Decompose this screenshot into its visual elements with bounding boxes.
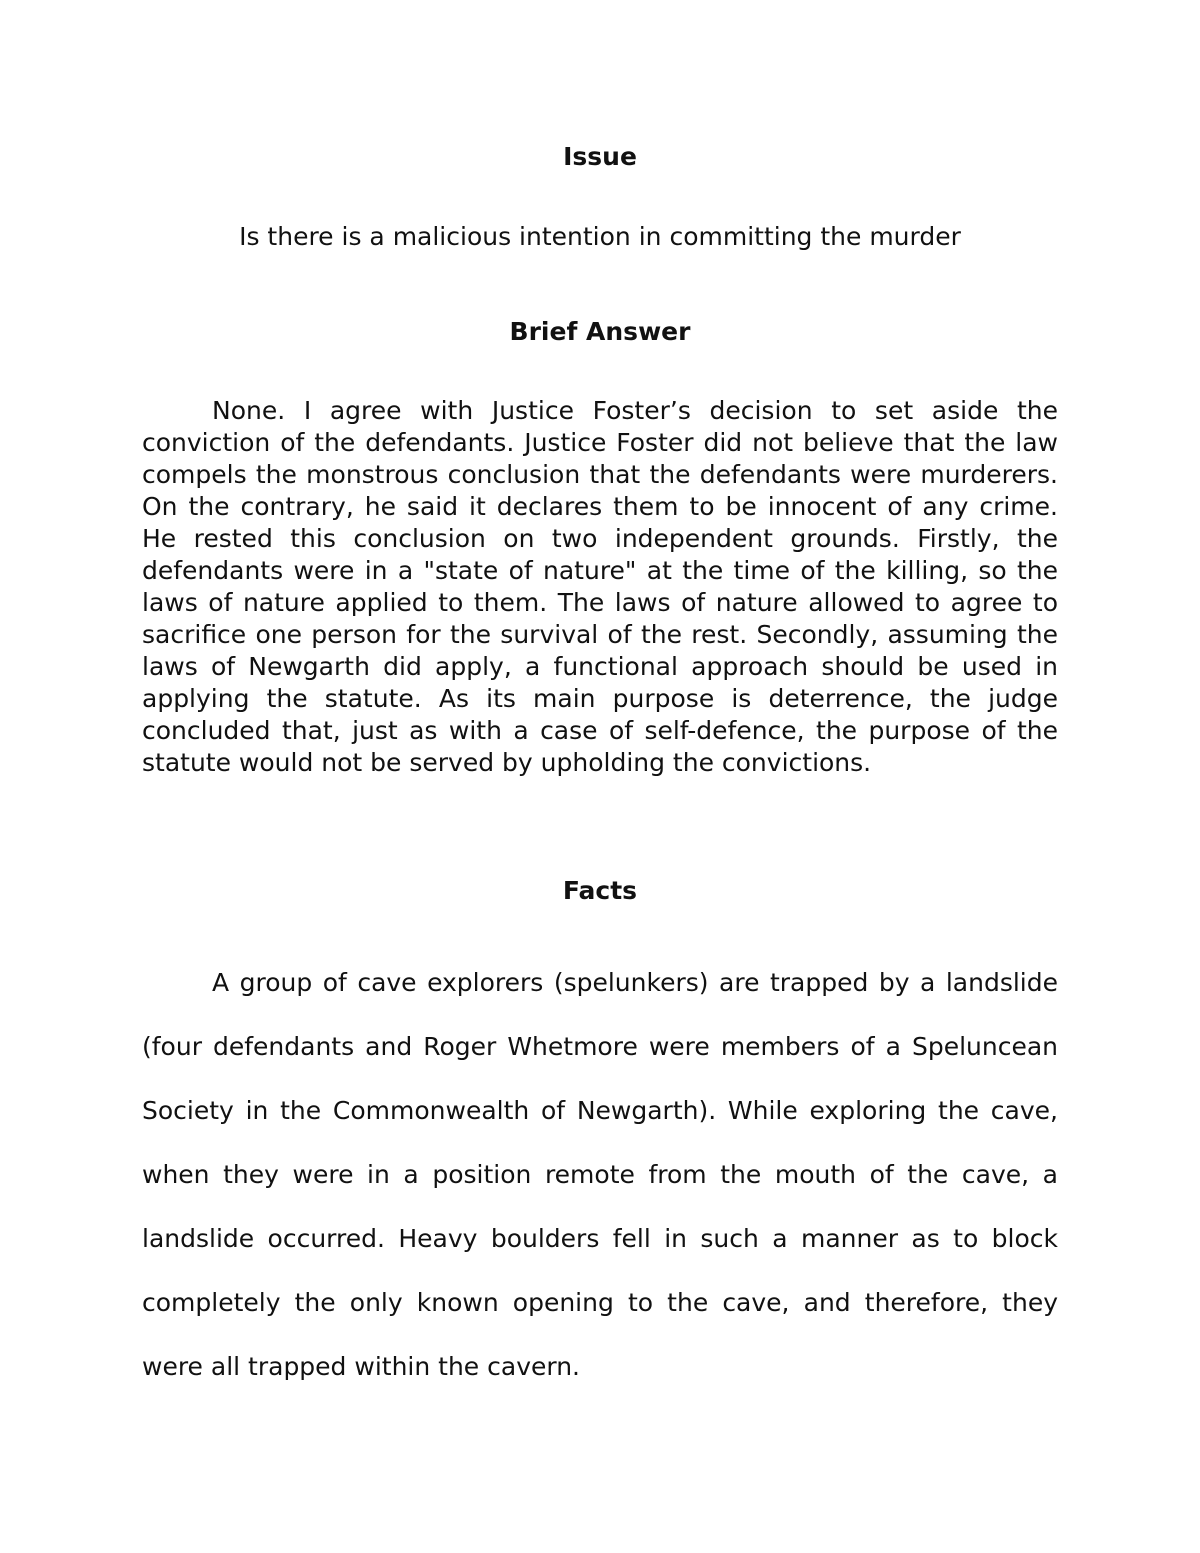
- issue-question: Is there is a malicious intention in committing the murder: [239, 222, 961, 251]
- brief-answer-heading: Brief Answer: [509, 317, 691, 346]
- facts-heading: Facts: [562, 876, 638, 905]
- facts-paragraph: A group of cave explorers (spelunkers) are trapped by a landslide (four defendants and Roger Whetmore were members of a Speluncean Society in the Commonwealth of Newgarth). While exploring the cave, when they were in a position remote from the mouth of the cave, a landslide occurred. Heavy boulders fell in such a manner as to block completely the only known opening to the cave, and therefore, they were all trapped within the cavern.: [142, 968, 1058, 1381]
- brief-answer-paragraph: None. I agree with Justice Foster’s decision to set aside the conviction of the defendants. Justice Foster did not believe that the law compels the monstrous conclusion that the defendants were murderers. On the contrary, he said it declares them to be innocent of any crime. He rested this conclusion on two independent grounds. Firstly, the defendants were in a "state of nature" at the time of the killing, so the laws of nature applied to them. The laws of nature allowed to agree to sacrifice one person for the survival of the rest. Secondly, assuming the laws of Newgarth did apply, a functional approach should be used in applying the statute. As its main purpose is deterrence, the judge concluded that, just as with a case of self-defence, the purpose of the statute would not be served by upholding the convictions.: [142, 396, 1058, 777]
- issue-heading: Issue: [563, 142, 637, 171]
